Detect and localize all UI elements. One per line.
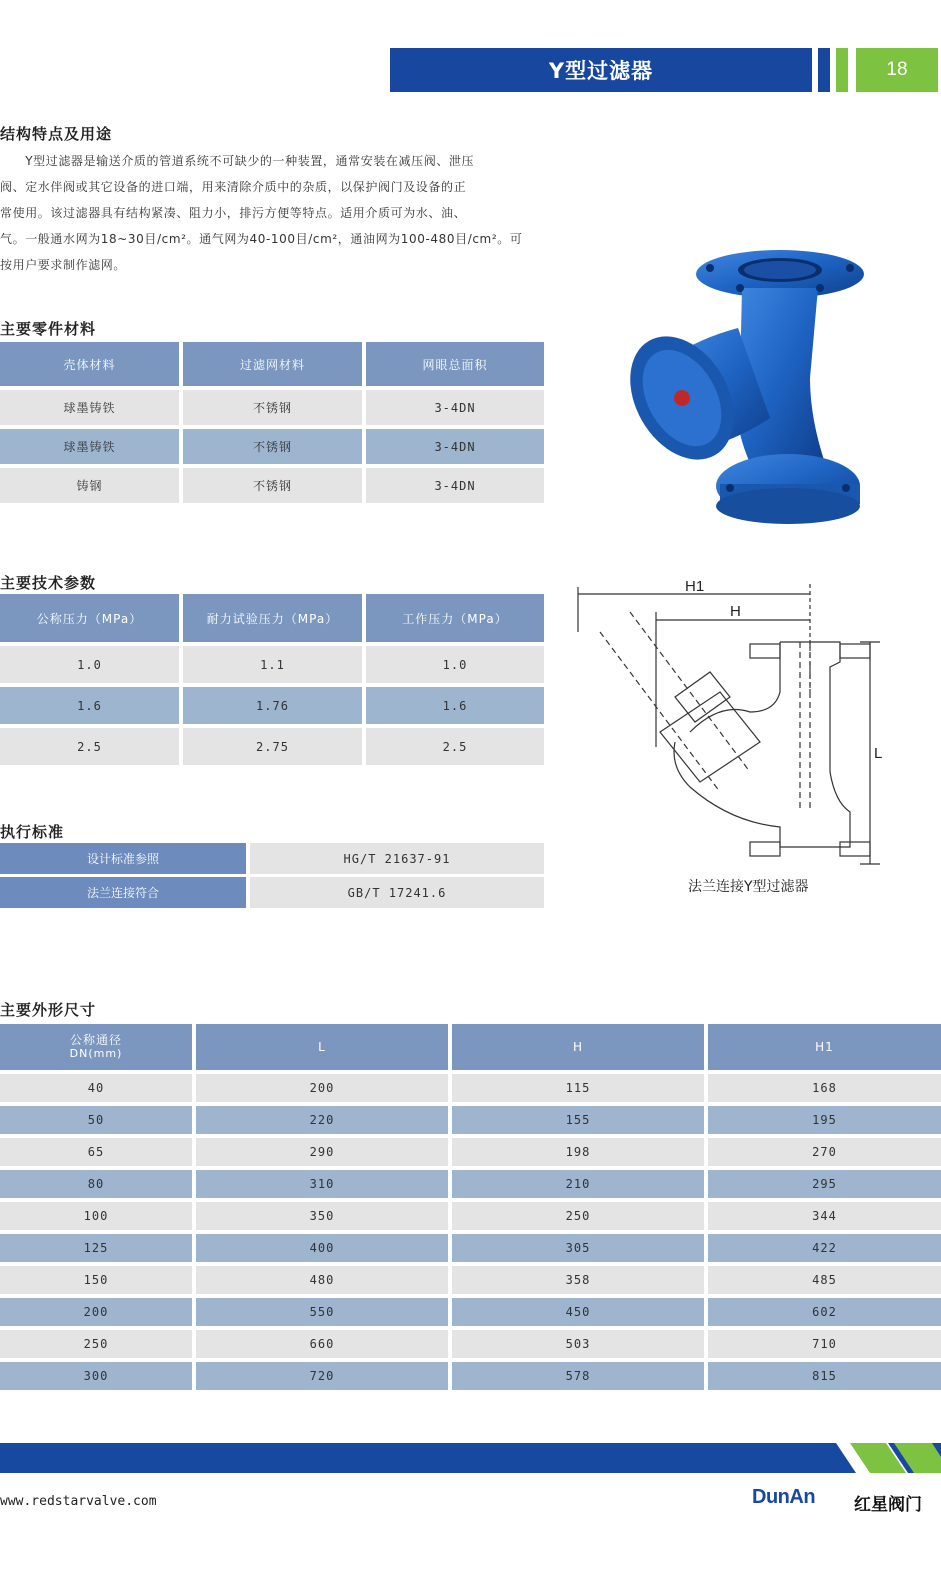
features-title: 结构特点及用途 (0, 125, 113, 143)
dimensions-table (0, 1024, 941, 1394)
dimensions-title: 主要外形尺寸 (0, 1001, 97, 1019)
dimensions-cell: 310 (196, 1170, 452, 1202)
dimensions-cell: 200 (0, 1298, 196, 1330)
page-title: Y型过滤器 (390, 48, 812, 92)
drawing-caption: 法兰连接Y型过滤器 (688, 879, 809, 895)
drawing-label-l: L (874, 745, 883, 762)
dimensions-cell: 115 (452, 1074, 708, 1106)
standards-value: HG/T 21637-91 (250, 843, 544, 874)
materials-cell: 3-4DN (366, 429, 548, 468)
dimensions-cell: 358 (452, 1266, 708, 1298)
standards-title: 执行标准 (0, 823, 65, 841)
dimensions-cell: 720 (196, 1362, 452, 1394)
footer-green-chevrons-icon (836, 1443, 941, 1473)
tech-header: 工作压力（MPa） (366, 594, 548, 646)
table-row (0, 390, 548, 429)
dimensions-cell: 155 (452, 1106, 708, 1138)
table-row (0, 429, 548, 468)
dimensions-cell: 220 (196, 1106, 452, 1138)
dimensions-cell: 305 (452, 1234, 708, 1266)
dimensions-header: H1 (708, 1024, 941, 1074)
features-line: Y型过滤器是输送介质的管道系统不可缺少的一种装置，通常安装在减压阀、泄压 (0, 154, 475, 168)
tech-table (0, 594, 548, 769)
tech-cell: 1.6 (0, 687, 183, 728)
dimensions-cell: 168 (708, 1074, 941, 1106)
table-row (0, 1266, 941, 1298)
materials-cell: 3-4DN (366, 390, 548, 429)
dimensions-cell: 200 (196, 1074, 452, 1106)
dimensions-cell: 40 (0, 1074, 196, 1106)
tech-cell: 2.5 (366, 728, 548, 769)
dimensions-cell: 344 (708, 1202, 941, 1234)
materials-cell: 不锈钢 (183, 390, 366, 429)
standards-row (0, 843, 545, 874)
dimensions-cell: 50 (0, 1106, 196, 1138)
materials-cell: 不锈钢 (183, 429, 366, 468)
features-line: 常使用。该过滤器具有结构紧凑、阻力小，排污方便等特点。适用介质可为水、油、 (0, 206, 467, 220)
table-row (0, 1106, 941, 1138)
dimensions-cell: 815 (708, 1362, 941, 1394)
dimensions-cell: 125 (0, 1234, 196, 1266)
dimensions-cell: 550 (196, 1298, 452, 1330)
dimensions-cell: 300 (0, 1362, 196, 1394)
tech-cell: 2.75 (183, 728, 366, 769)
tech-cell: 1.0 (0, 646, 183, 687)
materials-title: 主要零件材料 (0, 320, 97, 338)
tech-cell: 1.0 (366, 646, 548, 687)
dimensions-cell: 80 (0, 1170, 196, 1202)
footer-brand-logo: DunAn (752, 1486, 816, 1508)
table-row (0, 1298, 941, 1330)
materials-header: 网眼总面积 (366, 342, 548, 390)
dimensions-cell: 250 (452, 1202, 708, 1234)
table-row (0, 1362, 941, 1394)
table-row (0, 646, 548, 687)
technical-drawing (570, 572, 900, 872)
dimensions-cell: 450 (452, 1298, 708, 1330)
materials-cell: 球墨铸铁 (0, 390, 183, 429)
dimensions-cell: 485 (708, 1266, 941, 1298)
materials-cell: 球墨铸铁 (0, 429, 183, 468)
dimensions-cell: 250 (0, 1330, 196, 1362)
dimensions-cell: 602 (708, 1298, 941, 1330)
features-line: 气。一般通水网为18~30目/cm²。通气网为40-100目/cm²，通油网为100-480目/cm²。可 (0, 232, 523, 246)
standards-label: 设计标准参照 (0, 843, 246, 874)
dimensions-header-dn (0, 1024, 196, 1074)
features-text (0, 148, 552, 278)
table-row (0, 1234, 941, 1266)
dimensions-header: L (196, 1024, 452, 1074)
drawing-label-h: H (730, 603, 741, 620)
dimensions-cell: 210 (452, 1170, 708, 1202)
dimensions-cell: 710 (708, 1330, 941, 1362)
table-row (0, 1138, 941, 1170)
dimensions-header: H (452, 1024, 708, 1074)
tech-cell: 1.6 (366, 687, 548, 728)
table-row (0, 1202, 941, 1234)
dimensions-cell: 65 (0, 1138, 196, 1170)
tech-title: 主要技术参数 (0, 574, 97, 592)
page-number: 18 (856, 48, 938, 92)
features-line: 按用户要求制作滤网。 (0, 258, 127, 272)
drawing-label-h1: H1 (685, 578, 705, 595)
table-row (0, 1170, 941, 1202)
dimensions-cell: 295 (708, 1170, 941, 1202)
dimensions-header-dn-line2: DN(mm) (69, 1047, 123, 1060)
tech-cell: 1.76 (183, 687, 366, 728)
dimensions-cell: 400 (196, 1234, 452, 1266)
dimensions-cell: 150 (0, 1266, 196, 1298)
dimensions-cell: 350 (196, 1202, 452, 1234)
table-row (0, 468, 548, 507)
footer-brand-name: 红星阀门 (854, 1495, 922, 1515)
tech-header: 公称压力（MPa） (0, 594, 183, 646)
header-stripe-blue (818, 48, 830, 92)
materials-cell: 3-4DN (366, 468, 548, 507)
materials-cell: 铸钢 (0, 468, 183, 507)
dimensions-cell: 100 (0, 1202, 196, 1234)
dimensions-cell: 422 (708, 1234, 941, 1266)
dimensions-cell: 198 (452, 1138, 708, 1170)
dimensions-cell: 503 (452, 1330, 708, 1362)
footer-url-link[interactable]: www.redstarvalve.com (0, 1494, 157, 1509)
dimensions-cell: 578 (452, 1362, 708, 1394)
features-line: 阀、定水伴阀或其它设备的进口端，用来清除介质中的杂质，以保护阀门及设备的正 (0, 180, 467, 194)
tech-header: 耐力试验压力（MPa） (183, 594, 366, 646)
materials-cell: 不锈钢 (183, 468, 366, 507)
standards-value: GB/T 17241.6 (250, 877, 544, 908)
dimensions-cell: 290 (196, 1138, 452, 1170)
standards-row (0, 877, 545, 908)
table-row (0, 1330, 941, 1362)
header-stripe-green (836, 48, 848, 92)
tech-cell: 1.1 (183, 646, 366, 687)
tech-cell: 2.5 (0, 728, 183, 769)
materials-header: 壳体材料 (0, 342, 183, 390)
table-row (0, 1074, 941, 1106)
table-row (0, 687, 548, 728)
standards-label: 法兰连接符合 (0, 877, 246, 908)
valve-photo (610, 248, 880, 528)
dimensions-cell: 660 (196, 1330, 452, 1362)
footer-band (0, 1443, 941, 1473)
dimensions-header-dn-line1: 公称通径 (69, 1033, 122, 1047)
materials-header: 过滤网材料 (183, 342, 366, 390)
dimensions-cell: 195 (708, 1106, 941, 1138)
dimensions-cell: 480 (196, 1266, 452, 1298)
table-row (0, 728, 548, 769)
dimensions-cell: 270 (708, 1138, 941, 1170)
materials-table (0, 342, 548, 507)
